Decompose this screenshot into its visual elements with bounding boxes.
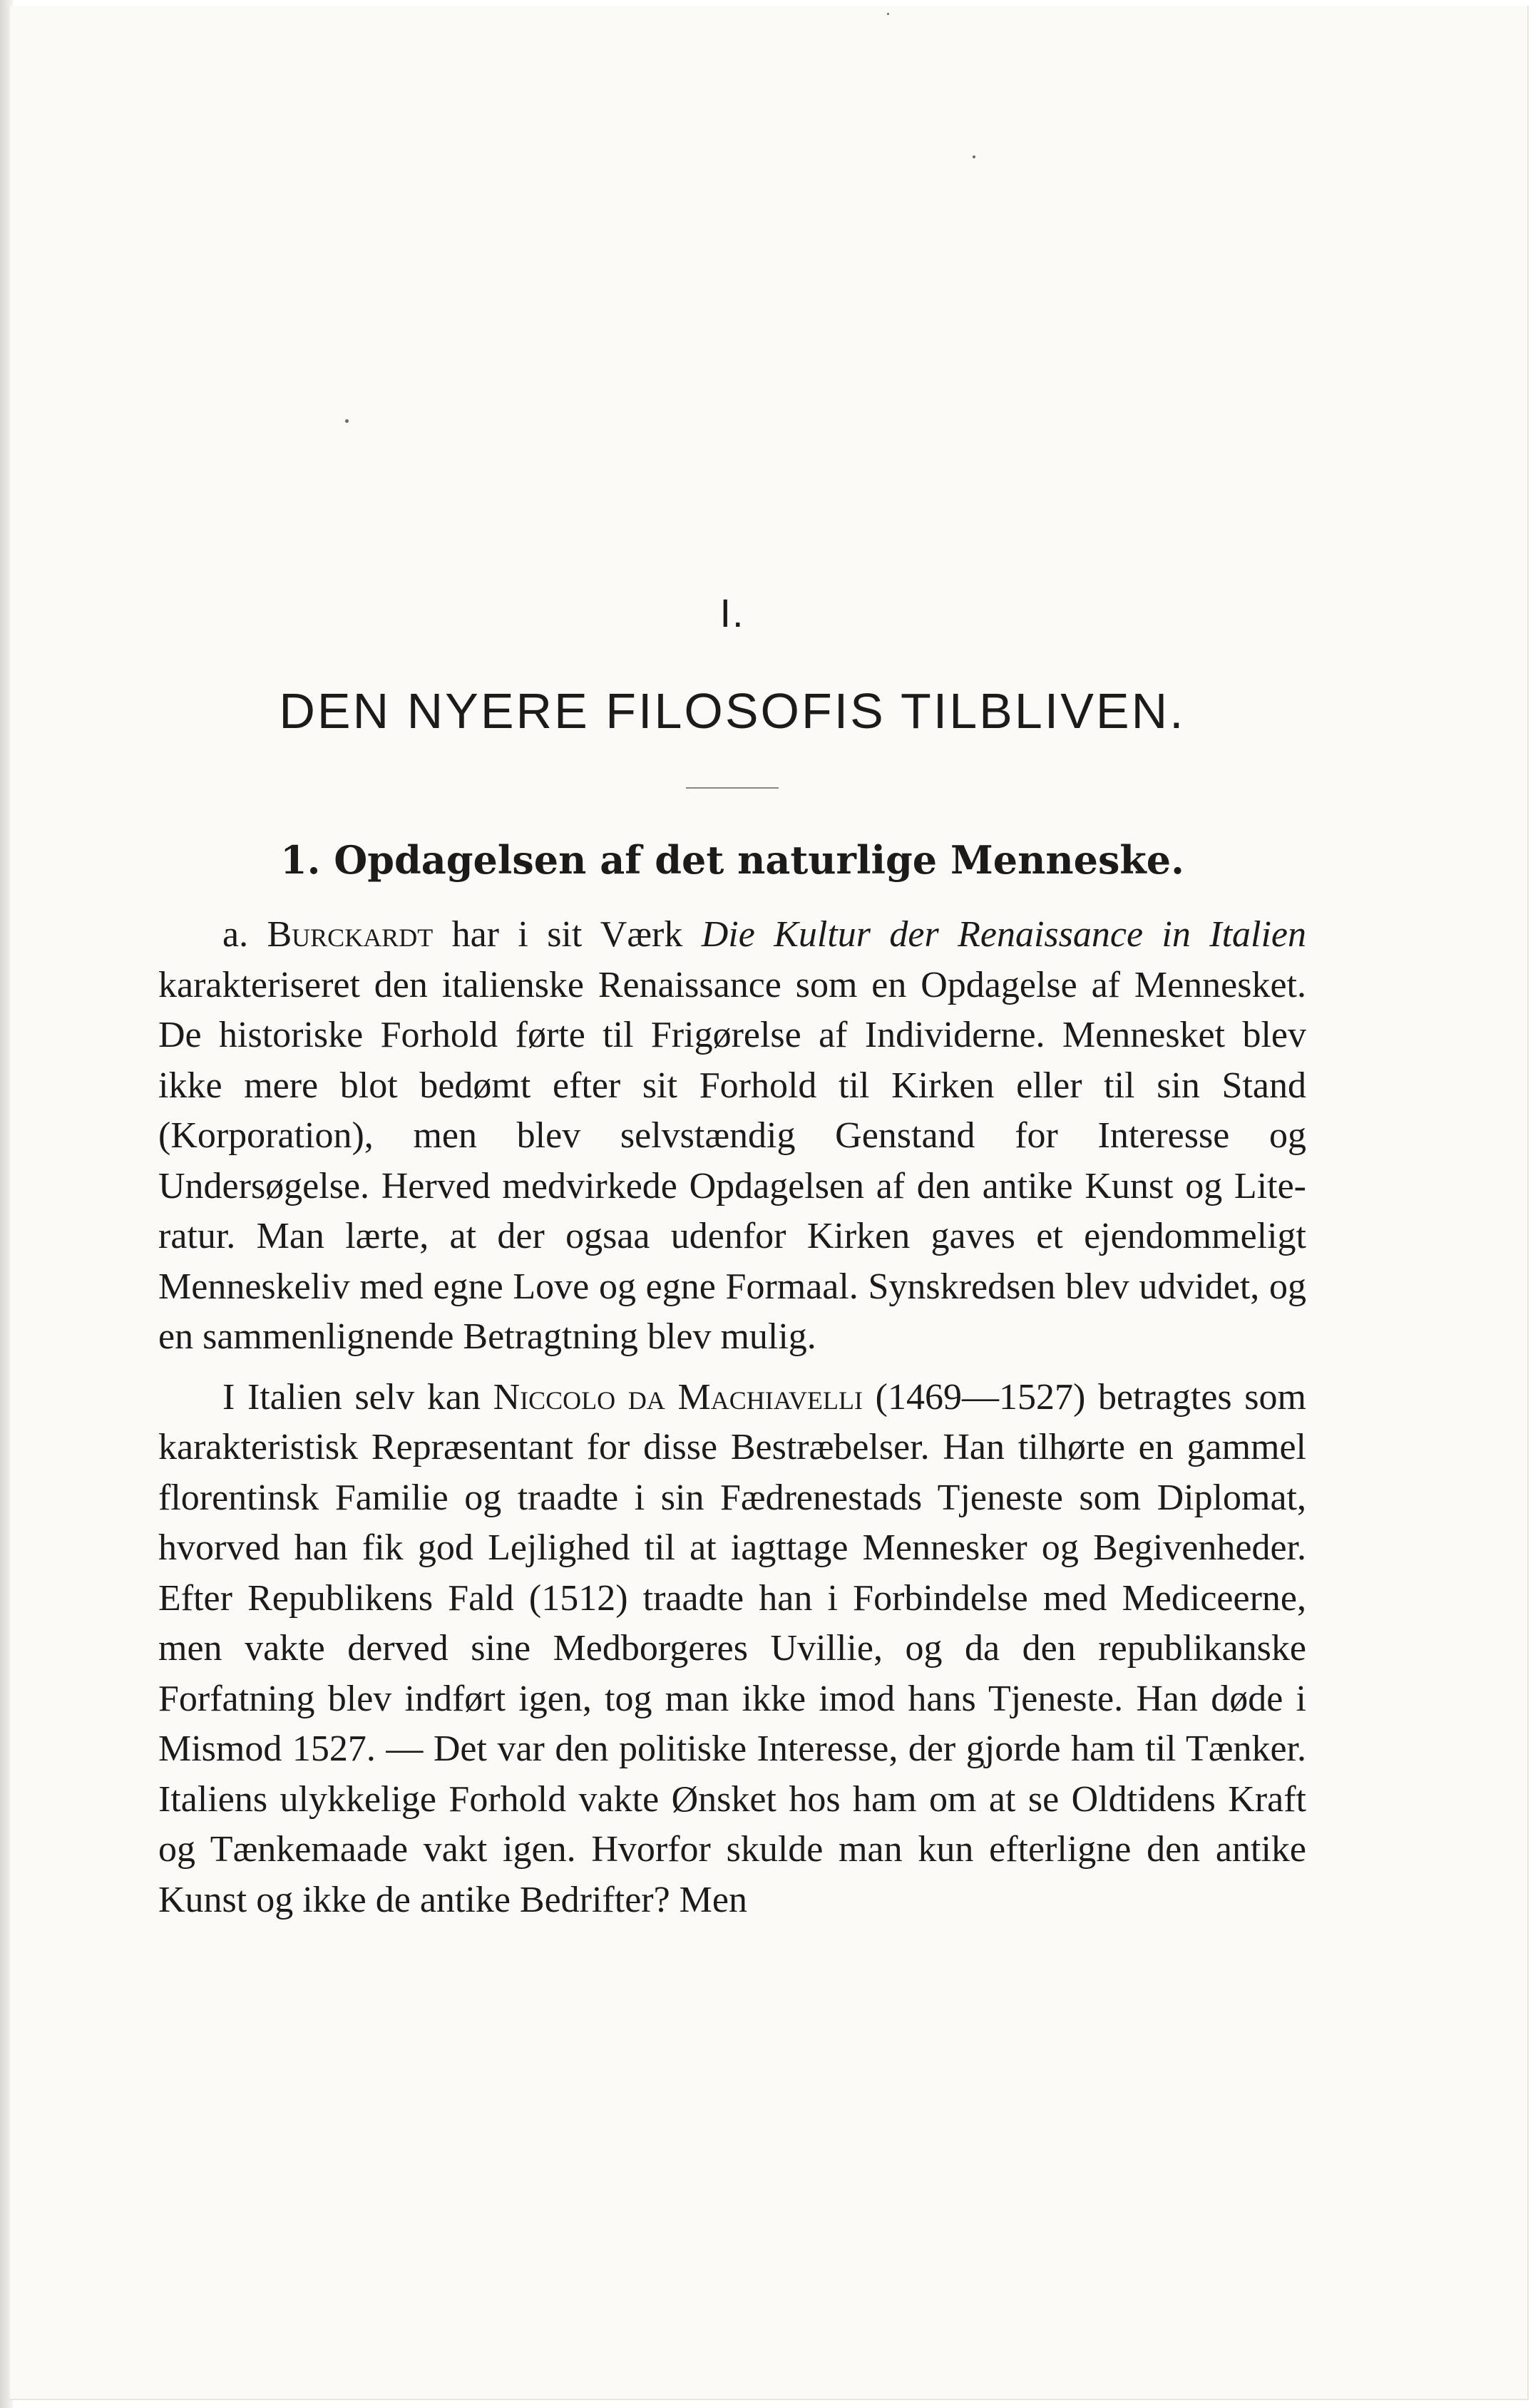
paragraph-burckardt — [158, 910, 1306, 1363]
paragraph-text: I Italien selv kan — [222, 1376, 493, 1418]
paper-speck — [887, 13, 889, 15]
chapter-number: I. — [719, 590, 745, 635]
paragraph-lead: a. — [222, 914, 267, 955]
paragraph-machiavelli — [158, 1373, 1306, 1926]
person-name: Niccolo da Machiavelli — [493, 1376, 863, 1418]
paragraph-text: karakteriseret den italienske Renaissance som en Opdagelse af Mennesket. De historiske Forhold førte til Frigørelse af Individerne. Mennesket blev ikke mere blot bedømt efter sit Forhold til Kirken eller til sin Stand (Korporation), men blev selvstændig Genstand for Interesse og Undersøgelse. Herved medvirkede Opdagelsen af den antike Kunst og Literatur. Man lærte, at der ogsaa udenfor Kirken gaves et ejendommeligt Menneskeliv med egne Love og egne Formaal. Synskredsen blev udvidet, og en sammenlignende Betragtning blev mulig. — [158, 964, 1306, 1357]
paragraph-text: (1469—1527) betragtes som karakteristisk Repræsentant for disse Bestræbelser. Han tilhørte en gammel florentinsk Familie og traadte i sin Fædrenestads Tjeneste som Diplomat, hvorved han fik god Lejlighed til at iagttage Mennesker og Begivenheder. Efter Republikens Fald (1512) traadte han i Forbindelse med Mediceerne, men vakte derved sine Medborgeres Uvillie, og da den republikanske Forfatning blev indført igen, tog man ikke imod hans Tjeneste. Han døde i Mismod 1527. — Det var den politiske Interesse, der gjorde ham til Tænker. Italiens ulykkelige Forhold vakte Ønsket hos ham om at se Oldtidens Kraft og Tænkemaade vakt igen. Hvorfor skulde man kun efterligne den antike Kunst og ikke de antike Bedrifter? Men — [158, 1376, 1306, 1920]
paper-speck — [973, 155, 975, 158]
page-content — [158, 585, 1306, 1925]
paragraph-text: har i sit Værk — [433, 914, 702, 955]
title-divider — [686, 787, 779, 789]
work-title: Die Kultur der Renaissance in Italien — [701, 914, 1307, 955]
section-heading: 1. Opdagelsen af det naturlige Menneske. — [280, 837, 1184, 883]
paper-speck — [345, 419, 349, 423]
author-name: Burckardt — [267, 914, 434, 955]
chapter-title: DEN NYERE FILOSOFIS TILBLIVEN. — [279, 683, 1186, 739]
